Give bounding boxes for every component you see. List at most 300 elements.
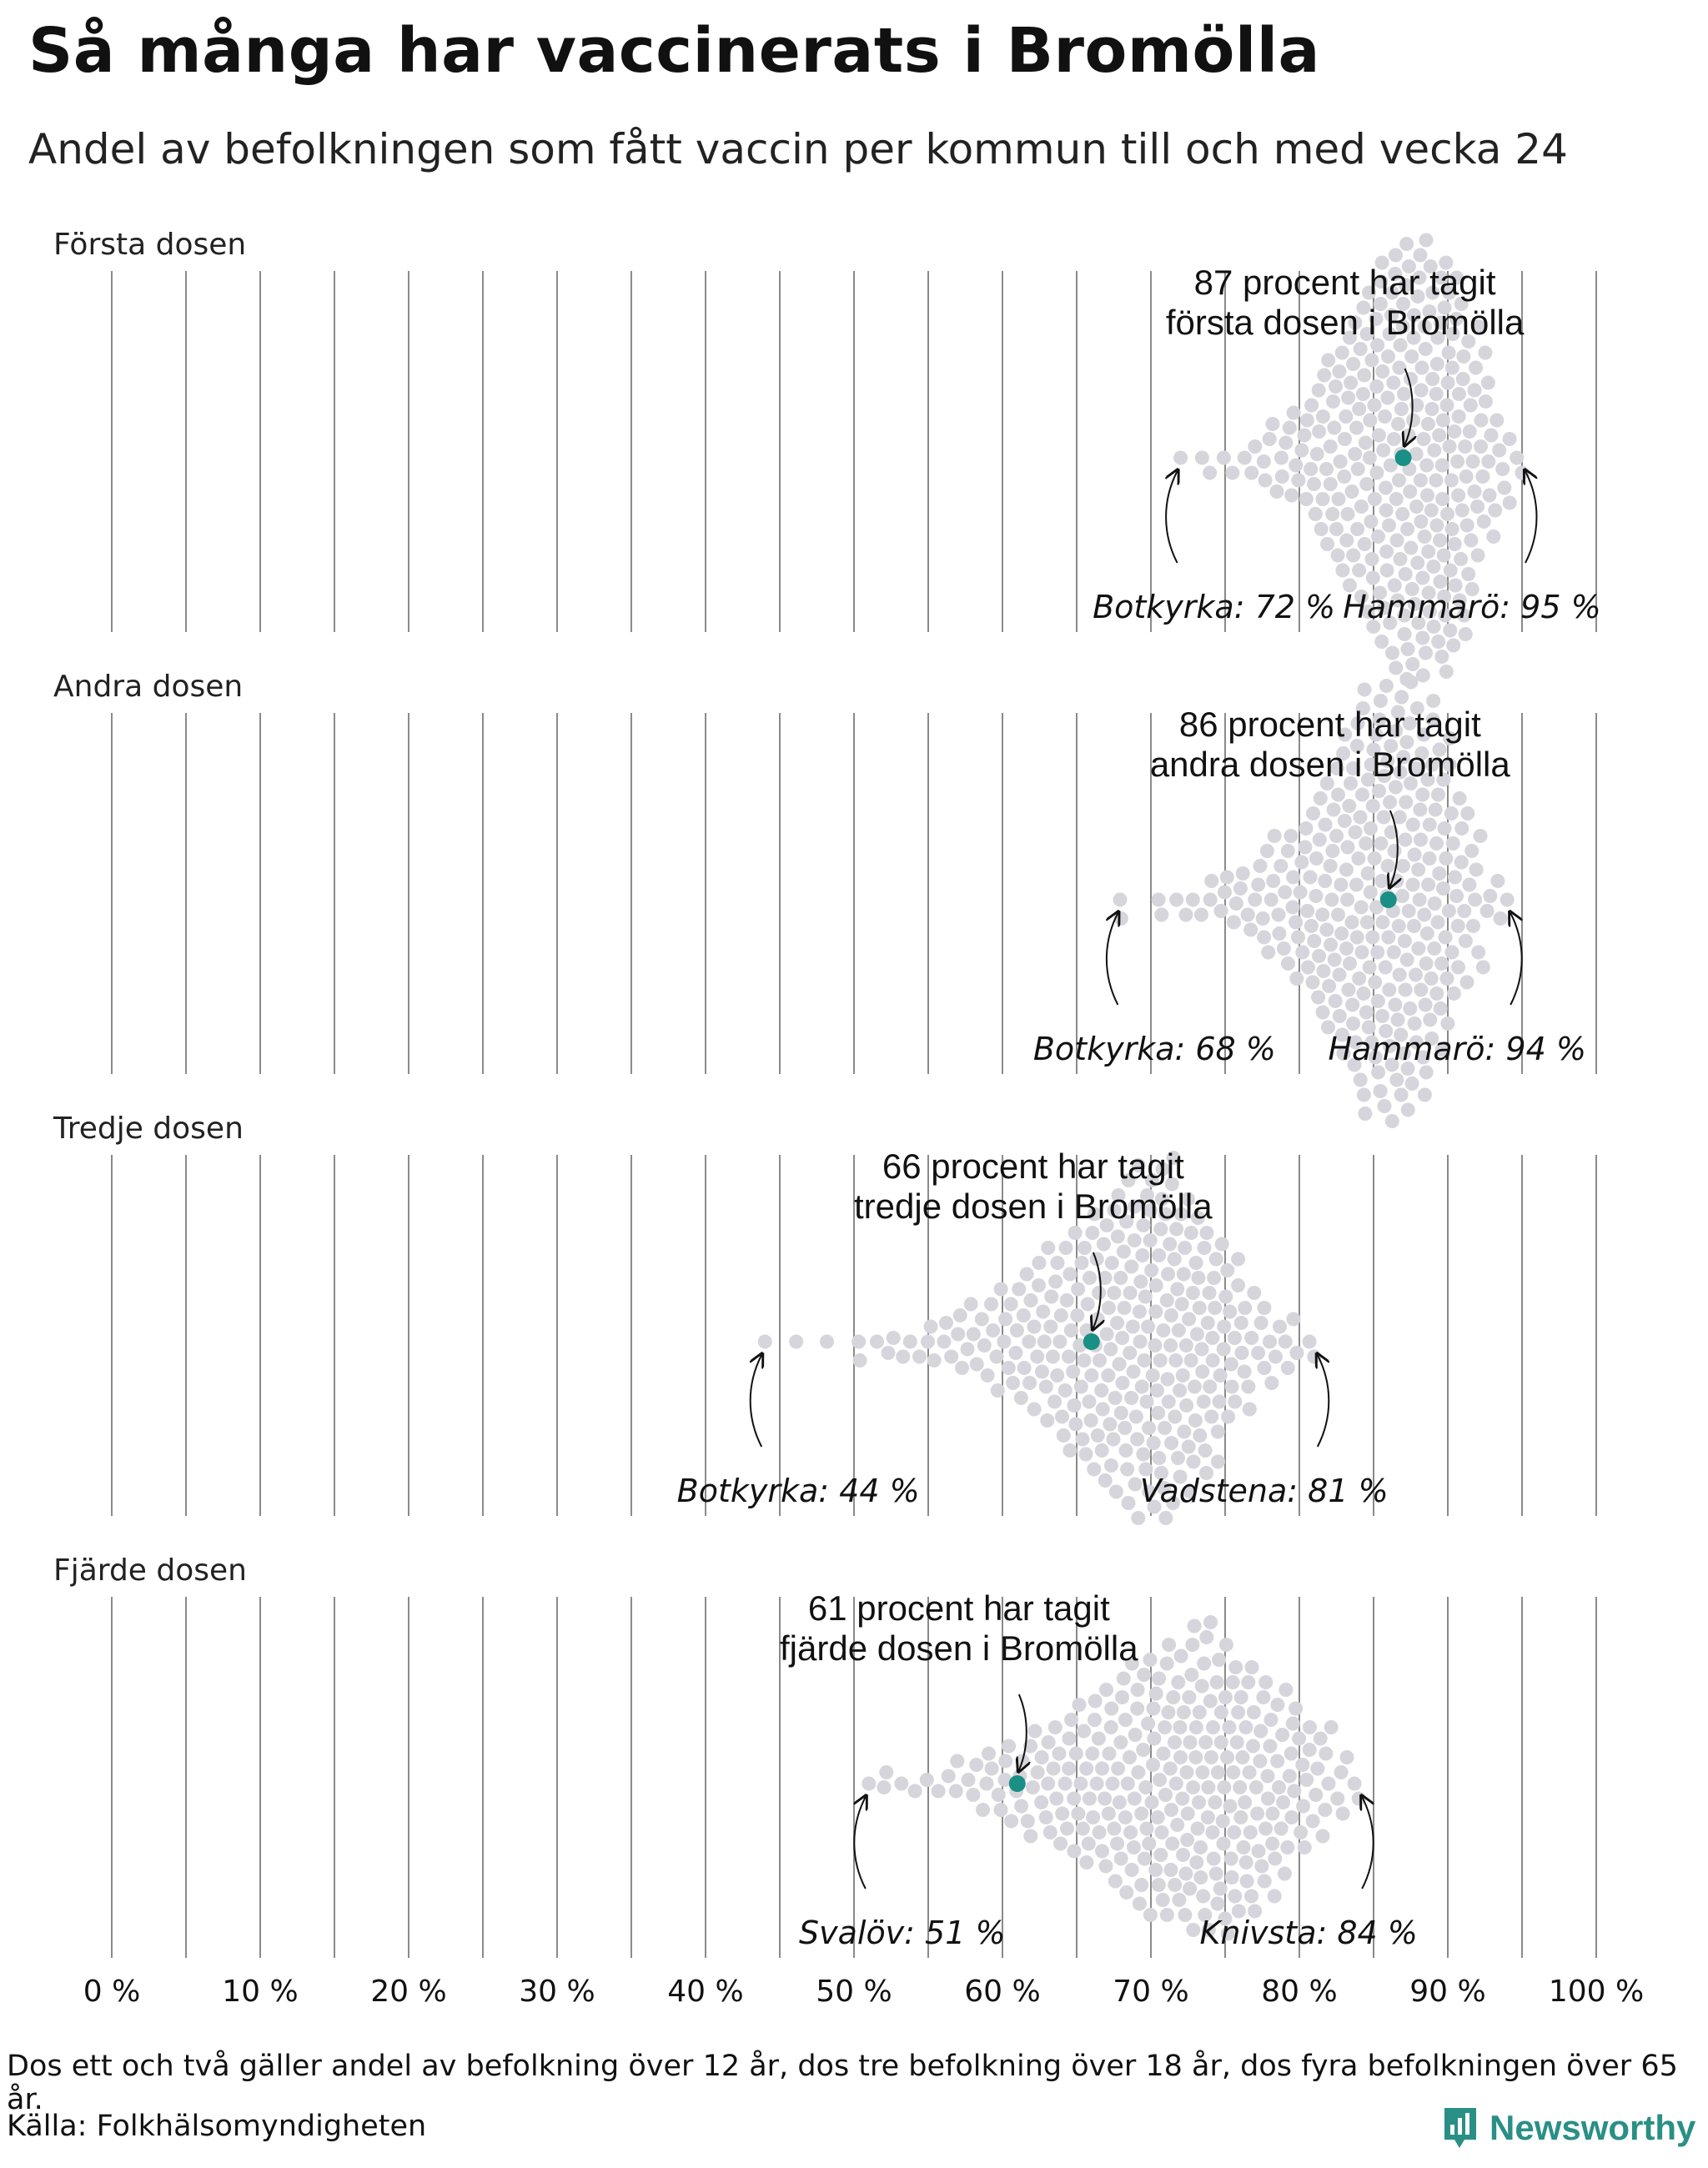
municipality-dot — [1289, 916, 1303, 930]
municipality-dot — [1261, 1792, 1275, 1806]
municipality-dot — [1067, 1792, 1081, 1806]
municipality-dot — [1148, 1338, 1163, 1352]
municipality-dot — [1355, 788, 1369, 802]
municipality-dot — [1298, 429, 1312, 443]
municipality-dot — [1135, 1248, 1149, 1262]
municipality-dot — [1128, 1792, 1142, 1806]
municipality-dot — [1217, 1320, 1231, 1334]
municipality-dot — [1299, 492, 1314, 506]
panel-label: Första dosen — [53, 228, 247, 262]
municipality-dot — [1268, 1889, 1282, 1904]
panel-label: Tredje dosen — [53, 1112, 244, 1146]
municipality-dot — [1381, 931, 1395, 945]
municipality-dot — [1388, 844, 1402, 858]
municipality-dot — [1263, 1335, 1277, 1349]
municipality-dot — [1240, 1874, 1254, 1889]
municipality-dot — [1266, 874, 1280, 888]
municipality-dot — [1417, 908, 1431, 922]
municipality-dot — [1172, 1323, 1186, 1337]
highlight-label-line1: 86 procent har tagit — [1178, 705, 1481, 744]
municipality-dot — [1203, 466, 1217, 480]
municipality-dot — [1490, 874, 1505, 888]
municipality-dot — [1257, 454, 1271, 469]
municipality-dot — [1234, 1690, 1248, 1704]
municipality-dot — [1355, 946, 1369, 960]
municipality-dot — [1110, 1316, 1124, 1330]
municipality-dot — [1181, 1807, 1195, 1821]
high-extreme-arrow — [1525, 471, 1537, 563]
municipality-dot — [1163, 1237, 1177, 1252]
municipality-dot — [1115, 1331, 1129, 1345]
municipality-dot — [1266, 417, 1280, 431]
municipality-dot — [1254, 1859, 1268, 1874]
municipality-dot — [1320, 537, 1334, 551]
municipality-dot — [1358, 683, 1372, 697]
municipality-dot — [1456, 372, 1470, 386]
footnote: Dos ett och två gäller andel av befolkning över 12 år, dos tre befolkning över 18 år, dos fyra befolkningen över 65 år. — [7, 2050, 1678, 2116]
municipality-dot — [1014, 1391, 1028, 1405]
municipality-dot — [1006, 1376, 1020, 1390]
municipality-dot — [1104, 1702, 1118, 1716]
municipality-dot — [1201, 1810, 1215, 1824]
brand-logo — [1443, 2103, 1695, 2153]
municipality-dot — [1264, 1376, 1278, 1390]
municipality-dot — [1163, 1762, 1178, 1776]
municipality-dot — [1414, 833, 1428, 847]
municipality-dot — [1365, 552, 1379, 566]
municipality-dot — [1143, 1908, 1158, 1922]
municipality-dot — [1350, 931, 1364, 945]
municipality-dot — [1233, 1780, 1247, 1794]
municipality-dot — [1057, 1428, 1071, 1443]
x-tick-label: 90 % — [1409, 1975, 1486, 2009]
municipality-dot — [887, 1331, 901, 1345]
municipality-dot — [1201, 1316, 1215, 1330]
municipality-dot — [1450, 454, 1464, 469]
municipality-dot — [1427, 444, 1441, 458]
brand-name: Newsworthy — [1489, 2108, 1696, 2147]
municipality-dot — [1176, 1368, 1190, 1383]
municipality-dot — [1071, 1807, 1085, 1821]
municipality-dot — [1220, 1263, 1234, 1277]
municipality-dot — [1331, 549, 1345, 563]
municipality-dot — [1414, 474, 1428, 488]
municipality-dot — [1339, 863, 1354, 877]
municipality-dot — [1434, 650, 1449, 664]
municipality-dot — [1198, 1443, 1213, 1458]
municipality-dot — [1451, 919, 1465, 933]
municipality-dot — [1334, 1765, 1349, 1779]
municipality-dot — [1087, 1463, 1101, 1477]
municipality-dot — [1193, 1870, 1208, 1884]
municipality-dot — [1442, 346, 1456, 360]
municipality-dot — [1047, 1395, 1062, 1409]
municipality-dot — [1157, 1323, 1171, 1337]
municipality-dot — [1369, 379, 1384, 394]
municipality-dot — [1111, 1762, 1125, 1776]
municipality-dot — [1435, 492, 1449, 506]
municipality-dot — [1251, 878, 1265, 892]
municipality-dot — [1286, 901, 1300, 915]
municipality-dot — [1403, 1001, 1417, 1016]
municipality-dot — [1284, 829, 1298, 843]
municipality-dot — [1389, 1073, 1404, 1087]
municipality-dot — [1366, 571, 1380, 585]
municipality-dot — [1247, 1286, 1261, 1300]
municipality-dot — [1306, 806, 1320, 821]
municipality-dot — [1170, 1282, 1184, 1297]
municipality-dot — [920, 1773, 934, 1787]
municipality-dot — [1256, 911, 1270, 926]
municipality-dot — [1241, 1675, 1255, 1689]
municipality-dot — [1464, 399, 1478, 413]
municipality-dot — [1168, 1410, 1182, 1424]
municipality-dot — [1454, 856, 1469, 870]
municipality-dot — [1010, 1323, 1024, 1337]
municipality-dot — [1474, 414, 1489, 428]
municipality-dot — [1312, 424, 1326, 439]
municipality-dot — [1453, 791, 1467, 805]
municipality-dot — [1383, 795, 1397, 810]
municipality-dot — [1447, 424, 1461, 439]
municipality-dot — [1140, 1395, 1154, 1409]
municipality-dot — [1169, 1777, 1183, 1791]
municipality-dot — [1158, 1421, 1172, 1435]
municipality-dot — [1459, 627, 1473, 641]
municipality-dot — [1318, 874, 1332, 888]
municipality-dot — [1136, 1743, 1150, 1757]
municipality-dot — [990, 1350, 1004, 1364]
municipality-dot — [1051, 1256, 1065, 1270]
municipality-dot — [1193, 1705, 1207, 1719]
municipality-dot — [1468, 384, 1482, 398]
municipality-dot — [1071, 1282, 1085, 1297]
municipality-dot — [1245, 1660, 1259, 1674]
municipality-dot — [1219, 1638, 1233, 1652]
municipality-dot — [1284, 1810, 1299, 1824]
municipality-dot — [1123, 1750, 1137, 1764]
municipality-dot — [1233, 1810, 1248, 1824]
municipality-dot — [942, 1769, 956, 1784]
x-tick-label: 20 % — [370, 1975, 447, 2009]
municipality-dot — [1439, 851, 1453, 866]
municipality-dot — [1207, 1271, 1221, 1285]
municipality-dot — [1277, 941, 1291, 956]
municipality-dot — [1306, 1814, 1320, 1829]
municipality-dot — [1173, 1383, 1187, 1398]
municipality-dot — [962, 1773, 976, 1787]
municipality-dot — [1088, 1713, 1102, 1727]
municipality-dot — [1195, 1679, 1209, 1694]
municipality-dot — [1315, 908, 1329, 922]
municipality-dot — [1474, 829, 1488, 843]
municipality-dot — [1405, 657, 1419, 671]
municipality-dot — [1174, 1649, 1188, 1664]
municipality-dot — [1205, 1331, 1219, 1345]
municipality-dot — [1256, 1690, 1270, 1704]
municipality-dot — [1363, 451, 1377, 465]
municipality-dot — [1214, 904, 1228, 918]
municipality-dot — [1424, 971, 1439, 986]
municipality-dot — [1405, 1076, 1419, 1091]
municipality-dot — [1158, 1788, 1173, 1802]
municipality-dot — [1043, 1320, 1057, 1334]
municipality-dot — [1228, 1395, 1242, 1409]
source-note: Källa: Folkhälsomyndigheten — [7, 2110, 427, 2143]
municipality-dot — [1182, 1690, 1196, 1704]
municipality-dot — [1189, 1256, 1203, 1270]
municipality-dot — [1471, 549, 1485, 563]
municipality-dot — [1408, 848, 1422, 862]
municipality-dot — [1231, 1278, 1245, 1292]
municipality-dot — [896, 1350, 910, 1364]
municipality-dot — [1376, 444, 1390, 458]
municipality-dot — [1448, 537, 1462, 551]
municipality-dot — [1200, 1226, 1214, 1240]
municipality-dot — [1459, 934, 1473, 948]
municipality-dot — [1177, 1267, 1191, 1282]
municipality-dot — [1090, 1777, 1104, 1791]
municipality-dot — [1278, 886, 1292, 900]
municipality-dot — [1417, 432, 1431, 446]
municipality-dot — [1120, 1463, 1134, 1477]
municipality-dot — [1445, 522, 1459, 536]
municipality-dot — [1296, 1799, 1310, 1814]
municipality-dot — [1457, 904, 1471, 918]
municipality-dot — [1208, 1301, 1222, 1315]
municipality-dot — [1367, 399, 1381, 413]
municipality-dot — [1131, 1683, 1145, 1697]
municipality-dot — [1429, 519, 1444, 533]
municipality-dot — [1039, 1380, 1053, 1394]
municipality-dot — [1189, 1720, 1203, 1734]
municipality-dot — [1138, 1353, 1152, 1368]
municipality-dot — [1468, 484, 1482, 499]
low-extreme-arrow — [1107, 913, 1118, 1005]
municipality-dot — [1341, 507, 1355, 521]
municipality-dot — [1235, 1750, 1249, 1764]
municipality-dot — [1399, 567, 1413, 581]
highlight-label-line1: 61 procent har tagit — [807, 1588, 1110, 1628]
municipality-dot — [1243, 1825, 1258, 1839]
municipality-dot — [1062, 1762, 1076, 1776]
municipality-dot — [1275, 1728, 1289, 1742]
municipality-dot — [1022, 1376, 1037, 1390]
municipality-dot — [1224, 1358, 1238, 1372]
chart-subtitle: Andel av befolkningen som fått vaccin per kommun till och med vecka 24 — [28, 125, 1568, 173]
municipality-dot — [1429, 803, 1443, 817]
municipality-dot — [1131, 1765, 1145, 1779]
municipality-dot — [1220, 871, 1234, 885]
municipality-dot — [1345, 484, 1359, 499]
municipality-dot — [991, 1383, 1005, 1398]
municipality-dot — [1046, 1350, 1060, 1364]
municipality-dot — [1500, 893, 1515, 907]
municipality-dot — [984, 1297, 998, 1312]
municipality-dot — [1359, 436, 1373, 450]
municipality-dot — [1294, 1825, 1308, 1839]
municipality-dot — [1319, 462, 1334, 476]
municipality-dot — [1078, 1353, 1092, 1368]
municipality-dot — [1052, 1335, 1067, 1349]
municipality-dot — [1189, 1855, 1203, 1869]
municipality-dot — [1452, 387, 1466, 401]
municipality-dot — [1076, 1822, 1090, 1836]
municipality-dot — [1244, 1889, 1258, 1904]
municipality-dot — [882, 1346, 896, 1360]
municipality-dot — [1455, 504, 1469, 518]
municipality-dot — [1218, 1290, 1233, 1304]
municipality-dot — [1339, 534, 1354, 548]
x-tick-label: 80 % — [1261, 1975, 1338, 2009]
municipality-dot — [1270, 1698, 1284, 1712]
municipality-dot — [1480, 904, 1494, 918]
municipality-dot — [1413, 248, 1427, 263]
municipality-dot — [1230, 1735, 1244, 1749]
municipality-dot — [1128, 1233, 1142, 1247]
municipality-dot — [1319, 1747, 1333, 1761]
municipality-dot — [1178, 1867, 1193, 1881]
low-extreme-label: Botkyrka: 72 % — [1093, 589, 1336, 625]
municipality-dot — [820, 1335, 834, 1349]
municipality-dot — [1095, 1443, 1109, 1458]
municipality-dot — [1352, 971, 1366, 986]
municipality-dot — [1113, 1271, 1128, 1285]
municipality-dot — [921, 1335, 935, 1349]
municipality-dot — [1160, 1657, 1174, 1671]
municipality-dot — [1152, 893, 1166, 907]
municipality-dot — [1253, 1724, 1268, 1739]
municipality-dot — [1055, 1807, 1069, 1821]
municipality-dot — [1474, 439, 1488, 454]
municipality-dot — [1264, 1713, 1278, 1727]
municipality-dot — [1188, 1413, 1203, 1428]
municipality-dot — [1361, 866, 1375, 881]
municipality-dot — [1141, 1717, 1155, 1731]
municipality-dot — [1055, 1410, 1069, 1424]
municipality-dot — [1444, 806, 1459, 821]
municipality-dot — [1451, 489, 1465, 503]
municipality-dot — [1274, 451, 1289, 465]
municipality-dot — [1217, 1342, 1231, 1357]
municipality-dot — [1438, 821, 1452, 836]
municipality-dot — [1173, 451, 1188, 465]
municipality-dot — [1178, 1241, 1192, 1255]
municipality-dot — [1304, 919, 1319, 933]
municipality-dot — [1073, 1698, 1087, 1712]
municipality-dot — [1156, 1747, 1170, 1761]
highlight-dot — [1083, 1333, 1100, 1350]
municipality-dot — [1249, 1780, 1263, 1794]
municipality-dot — [1332, 364, 1346, 379]
municipality-dot — [1413, 893, 1427, 907]
x-tick-label: 100 % — [1548, 1975, 1645, 2009]
municipality-dot — [1164, 1436, 1178, 1450]
municipality-dot — [1352, 564, 1366, 578]
municipality-dot — [1368, 492, 1382, 506]
low-extreme-label: Svalöv: 51 % — [798, 1915, 1006, 1951]
municipality-dot — [1374, 836, 1388, 851]
municipality-dot — [1160, 1908, 1174, 1922]
municipality-dot — [1475, 469, 1489, 484]
municipality-dot — [1265, 1807, 1279, 1821]
municipality-dot — [1494, 911, 1508, 926]
municipality-dot — [1034, 1795, 1048, 1809]
municipality-dot — [1325, 844, 1339, 858]
municipality-dot — [1429, 986, 1444, 1001]
municipality-dot — [1359, 1006, 1374, 1020]
municipality-dot — [1153, 1773, 1167, 1787]
municipality-dot — [1088, 1694, 1103, 1709]
municipality-dot — [1258, 1874, 1272, 1889]
municipality-dot — [1244, 1331, 1258, 1345]
municipality-dot — [1133, 1305, 1147, 1319]
municipality-dot — [1195, 1765, 1209, 1779]
municipality-dot — [1380, 391, 1394, 405]
municipality-dot — [1398, 627, 1412, 641]
municipality-dot — [1289, 459, 1303, 473]
municipality-dot — [1141, 1320, 1155, 1334]
municipality-dot — [1210, 1897, 1224, 1911]
municipality-dot — [1208, 1795, 1223, 1809]
municipality-dot — [1191, 1822, 1205, 1836]
municipality-dot — [1382, 983, 1396, 997]
high-extreme-arrow — [1510, 913, 1522, 1005]
municipality-dot — [1263, 432, 1277, 446]
municipality-dot — [1113, 1358, 1127, 1372]
municipality-dot — [1243, 923, 1258, 937]
municipality-dot — [1483, 889, 1497, 903]
municipality-dot — [1451, 961, 1465, 975]
municipality-dot — [1443, 439, 1457, 454]
municipality-dot — [1053, 1837, 1068, 1851]
municipality-dot — [1204, 1750, 1218, 1764]
municipality-dot — [1439, 931, 1453, 945]
x-tick-label: 50 % — [816, 1975, 892, 2009]
municipality-dot — [1354, 342, 1368, 356]
municipality-dot — [1452, 409, 1466, 424]
municipality-dot — [1463, 424, 1477, 439]
municipality-dot — [1234, 1316, 1248, 1330]
municipality-dot — [1489, 414, 1504, 428]
municipality-dot — [1368, 976, 1382, 990]
high-extreme-label: Hammarö: 94 % — [1328, 1031, 1586, 1067]
municipality-dot — [1281, 956, 1295, 971]
municipality-dot — [1058, 1777, 1073, 1791]
municipality-dot — [1400, 522, 1414, 536]
municipality-dot — [1114, 1406, 1128, 1420]
municipality-dot — [1113, 1735, 1128, 1749]
municipality-dot — [1165, 1837, 1179, 1851]
municipality-dot — [1454, 552, 1468, 566]
municipality-dot — [1211, 1765, 1225, 1779]
municipality-dot — [981, 1368, 995, 1383]
municipality-dot — [1225, 1870, 1239, 1884]
municipality-dot — [1295, 946, 1309, 960]
municipality-dot — [1360, 916, 1374, 930]
low-extreme-arrow — [751, 1355, 762, 1447]
municipality-dot — [1319, 923, 1334, 937]
municipality-dot — [1233, 881, 1248, 896]
high-extreme-label: Hammarö: 95 % — [1343, 589, 1601, 625]
municipality-dot — [1064, 1323, 1078, 1337]
municipality-dot — [1334, 878, 1348, 892]
municipality-dot — [1497, 481, 1511, 495]
municipality-dot — [1148, 1863, 1163, 1877]
municipality-dot — [1413, 803, 1427, 817]
municipality-dot — [1194, 908, 1208, 922]
municipality-dot — [1379, 481, 1393, 495]
